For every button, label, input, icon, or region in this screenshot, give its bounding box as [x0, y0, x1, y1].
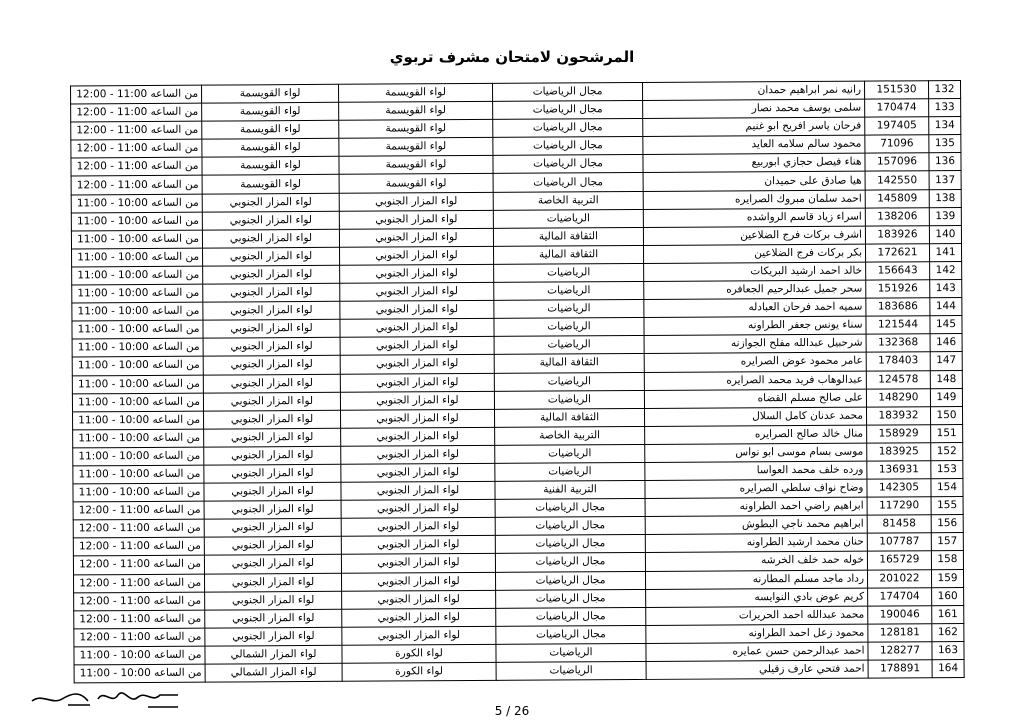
cell-time: من الساعه 11:00 - 12:00 — [73, 537, 204, 556]
cell-time: من الساعه 10:00 - 11:00 — [72, 284, 203, 303]
cell-area: لواء المزار الجنوبي — [340, 319, 494, 338]
cell-time: من الساعه 10:00 - 11:00 — [73, 429, 204, 448]
cell-time: من الساعه 11:00 - 12:00 — [73, 556, 204, 575]
cell-name: اسراء زياد قاسم الرواشده — [643, 208, 865, 227]
cell-dir: لواء القويسمة — [202, 157, 339, 176]
cell-name: احمد عبدالرحمن حسن عمايره — [646, 642, 868, 661]
cell-spec: مجال الرياضيات — [496, 589, 646, 608]
cell-time: من الساعه 11:00 - 12:00 — [73, 501, 204, 520]
cell-id: 183926 — [865, 225, 929, 243]
cell-area: لواء المزار الجنوبي — [341, 409, 495, 428]
cell-spec: الرياضيات — [495, 462, 645, 481]
cell-id: 170474 — [865, 99, 929, 117]
cell-area: لواء الكورة — [342, 644, 496, 663]
cell-dir: لواء المزار الجنوبي — [204, 428, 341, 447]
cell-name: عامر محمود عوض الصرايره — [644, 352, 866, 371]
cell-spec: التربية الخاصة — [493, 191, 643, 210]
cell-area: لواء المزار الجنوبي — [340, 300, 494, 319]
cell-dir: لواء المزار الجنوبي — [203, 320, 340, 339]
cell-time: من الساعه 11:00 - 12:00 — [74, 628, 205, 647]
cell-no: 161 — [932, 605, 964, 623]
cell-area: لواء المزار الجنوبي — [341, 481, 495, 500]
cell-no: 141 — [929, 243, 961, 261]
cell-time: من الساعه 11:00 - 12:00 — [71, 176, 202, 195]
cell-name: رانيه نمر ابراهيم حمدان — [643, 81, 865, 100]
cell-time: من الساعه 10:00 - 11:00 — [73, 465, 204, 484]
cell-area: لواء المزار الجنوبي — [340, 246, 494, 265]
cell-no: 144 — [930, 298, 962, 316]
cell-no: 143 — [930, 280, 962, 298]
cell-time: من الساعه 11:00 - 12:00 — [74, 610, 205, 629]
cell-no: 140 — [929, 225, 961, 243]
cell-no: 155 — [931, 497, 963, 515]
cell-spec: الرياضيات — [494, 281, 644, 300]
cell-area: لواء المزار الجنوبي — [339, 192, 493, 211]
cell-name: رداد ماجد مسلم المطارنه — [645, 570, 867, 589]
cell-id: 128181 — [868, 624, 932, 642]
cell-id: 197405 — [865, 117, 929, 135]
cell-name: محمد عبدالله احمد الحريرات — [646, 606, 868, 625]
cell-no: 156 — [931, 515, 963, 533]
cell-spec: الرياضيات — [493, 209, 643, 228]
cell-id: 156643 — [866, 262, 930, 280]
cell-time: من الساعه 11:00 - 12:00 — [73, 519, 204, 538]
cell-spec: مجال الرياضيات — [493, 82, 643, 101]
cell-dir: لواء المزار الجنوبي — [202, 193, 339, 212]
cell-dir: لواء المزار الجنوبي — [205, 627, 342, 646]
cell-spec: مجال الرياضيات — [495, 553, 645, 572]
cell-no: 149 — [930, 388, 962, 406]
cell-area: لواء المزار الجنوبي — [341, 463, 495, 482]
cell-no: 142 — [930, 261, 962, 279]
cell-id: 136931 — [867, 461, 931, 479]
cell-area: لواء المزار الجنوبي — [340, 355, 494, 374]
cell-no: 133 — [929, 99, 961, 117]
cell-spec: مجال الرياضيات — [496, 625, 646, 644]
cell-time: من الساعه 11:00 - 12:00 — [71, 158, 202, 177]
cell-area: لواء القويسمة — [339, 101, 493, 120]
cell-id: 151926 — [866, 280, 930, 298]
cell-area: لواء الكورة — [342, 662, 496, 681]
cell-name: موسى بسام موسى ابو نواس — [645, 443, 867, 462]
cell-dir: لواء المزار الجنوبي — [204, 500, 341, 519]
cell-name: سحر جميل عبدالرحيم الجعافره — [644, 280, 866, 299]
cell-id: 158929 — [867, 424, 931, 442]
cell-id: 174704 — [868, 587, 932, 605]
cell-dir: لواء القويسمة — [202, 175, 339, 194]
cell-name: سميه احمد فرحان العبادله — [644, 298, 866, 317]
cell-spec: الرياضيات — [494, 336, 644, 355]
cell-dir: لواء القويسمة — [202, 139, 339, 158]
cell-dir: لواء المزار الجنوبي — [203, 283, 340, 302]
cell-name: عبدالوهاب فريد محمد الصرايره — [644, 371, 866, 390]
cell-area: لواء المزار الجنوبي — [339, 210, 493, 229]
cell-dir: لواء المزار الجنوبي — [204, 446, 341, 465]
cell-spec: مجال الرياضيات — [495, 517, 645, 536]
cell-area: لواء القويسمة — [339, 83, 493, 102]
cell-dir: لواء المزار الجنوبي — [204, 482, 341, 501]
cell-name: حنان محمد ارشيد الطراونه — [645, 533, 867, 552]
cell-time: من الساعه 11:00 - 12:00 — [71, 85, 202, 104]
cell-no: 151 — [931, 424, 963, 442]
cell-dir: لواء المزار الجنوبي — [204, 464, 341, 483]
cell-id: 183932 — [866, 406, 930, 424]
cell-no: 147 — [930, 352, 962, 370]
cell-spec: الرياضيات — [494, 263, 644, 282]
cell-no: 135 — [929, 135, 961, 153]
cell-time: من الساعه 10:00 - 11:00 — [74, 646, 205, 665]
cell-time: من الساعه 11:00 - 12:00 — [71, 139, 202, 158]
cell-time: من الساعه 10:00 - 11:00 — [72, 393, 203, 412]
cell-spec: مجال الرياضيات — [493, 155, 643, 174]
cell-id: 142305 — [867, 479, 931, 497]
cell-dir: لواء المزار الجنوبي — [204, 537, 341, 556]
cell-spec: الثقافة المالية — [493, 227, 643, 246]
cell-area: لواء المزار الجنوبي — [341, 554, 495, 573]
candidates-table — [70, 80, 965, 684]
cell-dir: لواء المزار الجنوبي — [204, 410, 341, 429]
cell-dir: لواء المزار الجنوبي — [203, 265, 340, 284]
cell-name: كريم عوض بادي النوايسه — [646, 588, 868, 607]
cell-time: من الساعه 10:00 - 11:00 — [73, 447, 204, 466]
cell-time: من الساعه 10:00 - 11:00 — [72, 320, 203, 339]
cell-dir: لواء القويسمة — [202, 120, 339, 139]
cell-area: لواء المزار الجنوبي — [340, 337, 494, 356]
cell-name: ورده خلف محمد العواسا — [645, 461, 867, 480]
cell-area: لواء المزار الجنوبي — [342, 608, 496, 627]
cell-time: من الساعه 11:00 - 12:00 — [71, 103, 202, 122]
cell-dir: لواء المزار الجنوبي — [203, 374, 340, 393]
cell-area: لواء المزار الجنوبي — [342, 626, 496, 645]
cell-area: لواء القويسمة — [339, 120, 493, 139]
cell-spec: مجال الرياضيات — [495, 499, 645, 518]
cell-id: 148290 — [866, 388, 930, 406]
cell-spec: الرياضيات — [494, 300, 644, 319]
cell-id: 124578 — [866, 370, 930, 388]
cell-area: لواء المزار الجنوبي — [340, 282, 494, 301]
cell-no: 139 — [929, 207, 961, 225]
cell-time: من الساعه 10:00 - 11:00 — [72, 266, 203, 285]
cell-dir: لواء المزار الجنوبي — [205, 591, 342, 610]
cell-spec: مجال الرياضيات — [493, 137, 643, 156]
cell-no: 154 — [931, 479, 963, 497]
cell-dir: لواء القويسمة — [202, 84, 339, 103]
cell-spec: الرياضيات — [494, 372, 644, 391]
cell-time: من الساعه 10:00 - 11:00 — [73, 411, 204, 430]
cell-no: 134 — [929, 117, 961, 135]
cell-name: خوله حمد خلف الخرشه — [645, 552, 867, 571]
cell-time: من الساعه 11:00 - 12:00 — [74, 574, 205, 593]
cell-id: 172621 — [865, 244, 929, 262]
cell-id: 107787 — [867, 533, 931, 551]
cell-id: 145809 — [865, 189, 929, 207]
cell-area: لواء المزار الجنوبي — [340, 373, 494, 392]
cell-spec: الثقافة المالية — [494, 245, 644, 264]
cell-spec: الثقافة المالية — [494, 354, 644, 373]
cell-spec: الرياضيات — [495, 444, 645, 463]
cell-area: لواء القويسمة — [339, 174, 493, 193]
cell-no: 150 — [930, 406, 962, 424]
cell-name: سلمى يوسف محمد نصار — [643, 99, 865, 118]
cell-area: لواء القويسمة — [339, 156, 493, 175]
cell-time: من الساعه 10:00 - 11:00 — [72, 338, 203, 357]
cell-spec: مجال الرياضيات — [493, 101, 643, 120]
cell-no: 157 — [931, 533, 963, 551]
cell-spec: الرياضيات — [494, 390, 644, 409]
cell-name: هناء فيصل حجازي ابوربيع — [643, 153, 865, 172]
cell-spec: الثقافة المالية — [495, 408, 645, 427]
cell-dir: لواء المزار الجنوبي — [205, 609, 342, 628]
cell-spec: التربية الخاصة — [495, 426, 645, 445]
cell-no: 152 — [931, 442, 963, 460]
cell-id: 128277 — [868, 642, 932, 660]
cell-no: 163 — [932, 641, 964, 659]
cell-dir: لواء المزار الجنوبي — [205, 573, 342, 592]
cell-area: لواء المزار الجنوبي — [340, 264, 494, 283]
cell-dir: لواء المزار الشمالي — [205, 645, 342, 664]
cell-area: لواء المزار الجنوبي — [341, 427, 495, 446]
cell-time: من الساعه 10:00 - 11:00 — [72, 302, 203, 321]
cell-no: 146 — [930, 334, 962, 352]
cell-name: فرحان ياسر افريح ابو غنيم — [643, 117, 865, 136]
cell-dir: لواء المزار الجنوبي — [202, 211, 339, 230]
cell-area: لواء المزار الجنوبي — [341, 500, 495, 519]
cell-name: خالد احمد ارشيد البريكات — [644, 262, 866, 281]
cell-spec: مجال الرياضيات — [495, 571, 645, 590]
cell-id: 151530 — [865, 81, 929, 99]
cell-no: 138 — [929, 189, 961, 207]
cell-area: لواء المزار الجنوبي — [341, 445, 495, 464]
cell-id: 178891 — [868, 660, 932, 678]
cell-name: شرحبيل عبدالله مفلح الجوازنه — [644, 334, 866, 353]
cell-no: 160 — [932, 587, 964, 605]
cell-name: ابراهيم محمد ناجي البطوش — [645, 515, 867, 534]
cell-id: 183686 — [866, 298, 930, 316]
cell-spec: مجال الرياضيات — [493, 173, 643, 192]
cell-area: لواء المزار الجنوبي — [341, 536, 495, 555]
cell-id: 81458 — [867, 515, 931, 533]
cell-id: 117290 — [867, 497, 931, 515]
cell-area: لواء المزار الجنوبي — [339, 228, 493, 247]
cell-spec: الرياضيات — [494, 318, 644, 337]
cell-id: 138206 — [865, 207, 929, 225]
cell-id: 165729 — [867, 551, 931, 569]
cell-no: 137 — [929, 171, 961, 189]
cell-time: من الساعه 10:00 - 11:00 — [72, 357, 203, 376]
cell-spec: الرياضيات — [496, 643, 646, 662]
cell-id: 71096 — [865, 135, 929, 153]
cell-name: محمد عدنان كامل السلال — [644, 407, 866, 426]
cell-name: احمد سلمان مبروك الصرايره — [643, 190, 865, 209]
cell-id: 121544 — [866, 316, 930, 334]
cell-name: ابراهيم راضي احمد الطراونه — [645, 497, 867, 516]
cell-no: 132 — [929, 81, 961, 99]
cell-no: 164 — [932, 659, 964, 677]
cell-name: احمد فتحي عارف زقيلي — [646, 660, 868, 679]
cell-time: من الساعه 10:00 - 11:00 — [72, 248, 203, 267]
cell-name: محمود زعل احمد الطراونه — [646, 624, 868, 643]
cell-dir: لواء المزار الجنوبي — [204, 519, 341, 538]
cell-id: 183925 — [867, 443, 931, 461]
cell-id: 132368 — [866, 334, 930, 352]
cell-spec: التربية الفنية — [495, 481, 645, 500]
cell-time: من الساعه 10:00 - 11:00 — [71, 194, 202, 213]
cell-area: لواء المزار الجنوبي — [341, 572, 495, 591]
cell-area: لواء القويسمة — [339, 138, 493, 157]
cell-dir: لواء المزار الجنوبي — [203, 247, 340, 266]
cell-no: 136 — [929, 153, 961, 171]
page-number: 5 / 26 — [494, 704, 530, 718]
cell-dir: لواء المزار الجنوبي — [202, 229, 339, 248]
cell-no: 158 — [931, 551, 963, 569]
cell-spec: مجال الرياضيات — [495, 535, 645, 554]
cell-name: وضاح نواف سلطي الصرايره — [645, 479, 867, 498]
cell-time: من الساعه 10:00 - 11:00 — [73, 483, 204, 502]
cell-time: من الساعه 11:00 - 12:00 — [74, 592, 205, 611]
cell-name: على صالح مسلم القضاه — [644, 389, 866, 408]
cell-dir: لواء المزار الجنوبي — [204, 555, 341, 574]
cell-dir: لواء القويسمة — [202, 102, 339, 121]
cell-area: لواء المزار الجنوبي — [341, 518, 495, 537]
cell-time: من الساعه 10:00 - 11:00 — [71, 212, 202, 231]
cell-dir: لواء المزار الجنوبي — [203, 338, 340, 357]
cell-name: هيا صادق على حميدان — [643, 172, 865, 191]
cell-id: 157096 — [865, 153, 929, 171]
cell-id: 142550 — [865, 171, 929, 189]
cell-dir: لواء المزار الجنوبي — [203, 392, 340, 411]
cell-time: من الساعه 11:00 - 12:00 — [71, 121, 202, 140]
cell-spec: مجال الرياضيات — [496, 607, 646, 626]
cell-name: محمود سالم سلامه العايد — [643, 135, 865, 154]
cell-spec: مجال الرياضيات — [493, 119, 643, 138]
cell-id: 201022 — [867, 569, 931, 587]
cell-no: 159 — [931, 569, 963, 587]
cell-name: بكر بركات فرج الضلاعين — [644, 244, 866, 263]
cell-time: من الساعه 10:00 - 11:00 — [74, 664, 205, 683]
cell-no: 162 — [932, 623, 964, 641]
cell-name: منال خالد صالح الصرايره — [645, 425, 867, 444]
cell-dir: لواء المزار الجنوبي — [203, 301, 340, 320]
cell-no: 148 — [930, 370, 962, 388]
page-title: المرشحون لامتحان مشرف تربوي — [389, 48, 635, 66]
cell-time: من الساعه 10:00 - 11:00 — [71, 230, 202, 249]
cell-spec: الرياضيات — [496, 661, 646, 680]
cell-dir: لواء المزار الشمالي — [205, 663, 342, 682]
cell-name: اشرف بركات فرج الضلاعين — [643, 226, 865, 245]
cell-area: لواء المزار الجنوبي — [340, 391, 494, 410]
cell-dir: لواء المزار الجنوبي — [203, 356, 340, 375]
cell-id: 178403 — [866, 352, 930, 370]
cell-no: 145 — [930, 316, 962, 334]
cell-time: من الساعه 10:00 - 11:00 — [72, 375, 203, 394]
cell-id: 190046 — [868, 605, 932, 623]
cell-name: سناء يونس جعفر الطراونه — [644, 316, 866, 335]
cell-no: 153 — [931, 460, 963, 478]
cell-area: لواء المزار الجنوبي — [342, 590, 496, 609]
